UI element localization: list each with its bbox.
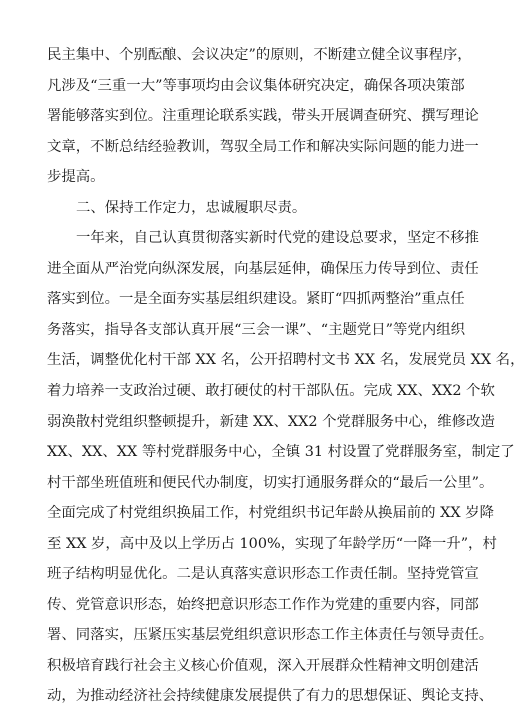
text-line: 二、保持工作定力，忠诚履职尽责。 xyxy=(76,199,307,216)
text-line: 文章，不断总结经验教训，驾驭全局工作和解决实际问题的能力进一 xyxy=(47,138,479,155)
text-line: 务落实，指导各支部认真开展“三会一课”、“主题党日”等党内组织 xyxy=(47,321,465,338)
text-line: 进全面从严治党向纵深发展，向基层延伸，确保压力传导到位、责任 xyxy=(47,260,479,277)
text-line: 至 XX 岁，高中及以上学历占 100%，实现了年龄学历“一降一升”，村 xyxy=(47,535,497,552)
text-line: XX、XX、XX 等村党群服务中心，全镇 31 村设置了党群服务室，制定了 xyxy=(47,444,515,461)
text-line: 全面完成了村党组织换届工作，村党组织书记年龄从换届前的 XX 岁降 xyxy=(47,505,494,522)
text-line: 凡涉及“三重一大”等事项均由会议集体研究决定，确保各项决策部 xyxy=(47,77,465,94)
text-line: 村干部坐班值班和便民代办制度，切实打通服务群众的“最后一公里”。 xyxy=(47,474,494,491)
text-line: 动，为推动经济社会持续健康发展提供了有力的思想保证、舆论支持、 xyxy=(47,688,494,705)
text-line: 署能够落实到位。注重理论联系实践，带头开展调查研究、撰写理论 xyxy=(47,108,479,125)
text-line: 生活，调整优化村干部 XX 名，公开招聘村文书 XX 名，发展党员 XX 名， xyxy=(47,352,524,369)
document-body xyxy=(47,40,524,712)
text-line: 落实到位。一是全面夯实基层组织建设。紧盯“四抓两整治”重点任 xyxy=(47,291,465,308)
text-line: 弱涣散村党组织整顿提升，新建 XX、XX2 个党群服务中心，维修改造 xyxy=(47,413,495,430)
text-line: 着力培养一支政治过硬、敢打硬仗的村干部队伍。完成 XX、XX2 个软 xyxy=(47,383,495,400)
text-line: 步提高。 xyxy=(47,169,105,186)
text-line: 民主集中、个别酝酿、会议决定”的原则，不断建立健全议事程序， xyxy=(47,47,472,63)
text-line: 传、党管意识形态，始终把意识形态工作作为党建的重要内容，同部 xyxy=(47,596,479,613)
text-line: 署、同落实，压紧压实基层党组织意识形态工作主体责任与领导责任。 xyxy=(47,627,494,644)
text-line: 积极培育践行社会主义核心价值观，深入开展群众性精神文明创建活 xyxy=(47,657,479,674)
text-line: 一年来，自己认真贯彻落实新时代党的建设总要求，坚定不移推 xyxy=(76,230,479,247)
text-line: 班子结构明显优化。二是认真落实意识形态工作责任制。坚持党管宣 xyxy=(47,566,479,583)
